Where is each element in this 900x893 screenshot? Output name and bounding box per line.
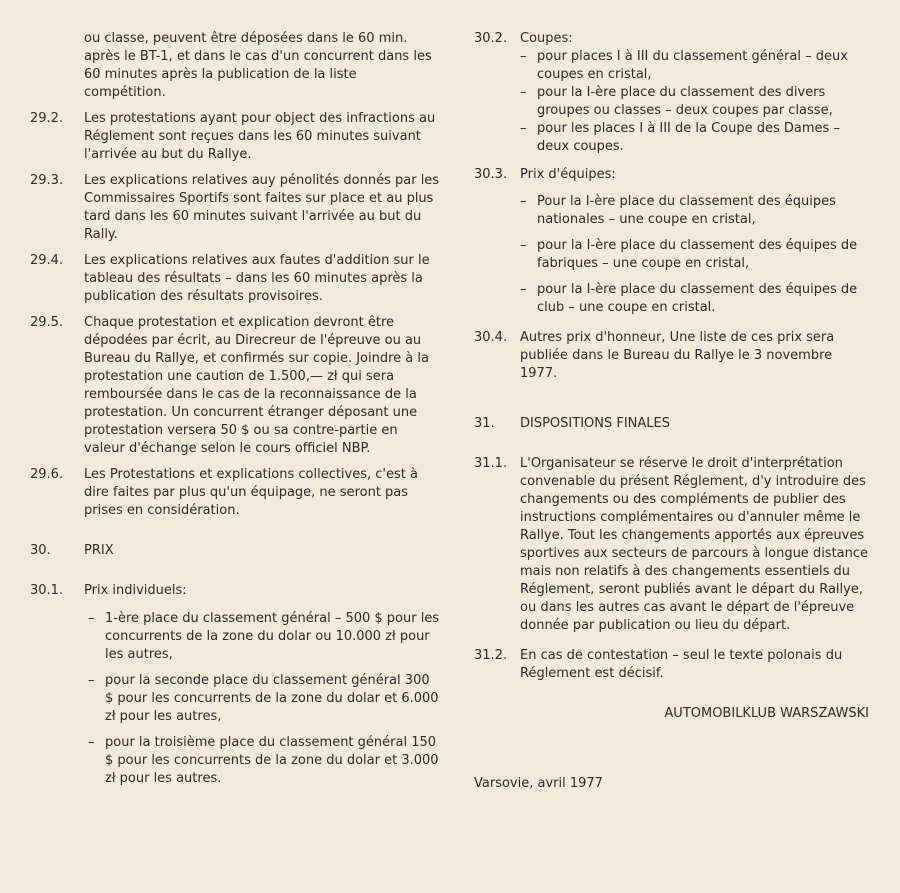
item-number: 29.2. [30, 111, 64, 126]
dash-marker: – [88, 673, 95, 688]
list-item [520, 237, 869, 273]
item-body [520, 30, 869, 156]
list-item-text: Pour la I-ère place du classement des équipes nationales – une coupe en cristal, [537, 194, 836, 227]
item-29-4 [30, 252, 440, 306]
item-number: 30.1. [30, 583, 64, 598]
item-number: 29.4. [30, 253, 64, 268]
list-item [88, 734, 440, 788]
section-number: 30. [30, 543, 51, 558]
left-column [30, 30, 440, 788]
list-item-text: pour la troisième place du classement général 150 $ pour les concurrents de la zone du dolar et 3.000 zł pour les autres. [105, 735, 439, 786]
paragraph-text: L'Organisateur se réserve le droit d'interprétation convenable du présent Réglement, d'y introduire des changements ou des compléments de publier des instructions complémentaires ou d'annuler même le Rallye. Tout les changements apportés aux épreuves sportives aux secteurs de parcours à longue distance mais non relatifs à des changements essentiels du Réglement, seront publiés avant le départ du Rallye, ou dans les autres cas avant le départ de l'épreuve donnée par publication ou lieu du départ. [520, 456, 869, 633]
item-29-3 [30, 172, 440, 244]
dash-marker: – [520, 282, 527, 297]
date-line: Varsovie, avril 1977 [474, 776, 603, 791]
paragraph-text: Les protestations ayant pour object des infractions au Réglement sont reçues dans les 60 minutes suivant l'arrivée au but du Rallye. [84, 111, 436, 162]
list-item-text: 1-ère place du classement général – 500 $ pour les concurrents de la zone du dolar ou 10.000 zł pour les autres, [105, 611, 440, 662]
list-item-text: pour la I-ère place du classement des divers groupes ou classes – deux coupes par classe, [537, 85, 833, 118]
list-item [520, 48, 869, 84]
item-29-2 [30, 110, 440, 164]
list-item [88, 672, 440, 726]
dash-marker: – [520, 85, 527, 100]
dash-marker: – [520, 194, 527, 209]
paragraph-text: Autres prix d'honneur, Une liste de ces prix sera publiée dans le Bureau du Rallye le 3 novembre 1977. [520, 330, 835, 381]
section-number: 31. [474, 416, 495, 431]
item-30-3 [474, 166, 869, 317]
dash-marker: – [88, 611, 95, 626]
item-31-1 [474, 455, 869, 635]
list-item [88, 610, 440, 664]
paragraph-text: Prix individuels: [84, 583, 187, 598]
item-30-2 [474, 30, 869, 156]
list-item-text: pour la seconde place du classement général 300 $ pour les concurrents de la zone du dolar et 6.000 zł pour les autres, [105, 673, 439, 724]
section-30-heading [30, 542, 440, 560]
signature-line: AUTOMOBILKLUB WARSZAWSKI [664, 706, 869, 721]
item-29-5 [30, 314, 440, 458]
list-item [520, 281, 869, 317]
dash-marker: – [520, 121, 527, 136]
list-item [520, 193, 869, 229]
item-number: 31.2. [474, 648, 508, 663]
paragraph-text: Les explications relatives auy pénolités donnés par les Commissaires Sportifs sont faites sur place et au plus tard dans les 60 minutes suivant l'arrivée au but du Rally. [84, 173, 440, 242]
paragraph-text: Les Protestations et explications collectives, c'est à dire faites par plus qu'un équipage, ne seront pas prises en considération. [84, 467, 418, 518]
item-number: 30.4. [474, 330, 508, 345]
list-item-text: pour places I à III du classement général – deux coupes en cristal, [537, 49, 848, 82]
item-29-6 [30, 466, 440, 520]
list-item-text: pour la I-ère place du classement des équipes de fabriques – une coupe en cristal, [537, 238, 858, 271]
item-31-2 [474, 647, 869, 683]
paragraph-text: Prix d'équipes: [520, 167, 616, 182]
right-column [474, 30, 869, 793]
paragraph-text: ou classe, peuvent être déposées dans le 60 min. après le BT-1, et dans le cas d'un concurrent dans les 60 minutes après la publication de la liste compétition. [84, 31, 432, 100]
paragraph-text: Coupes: [520, 31, 573, 46]
item-number: 31.1. [474, 456, 508, 471]
dash-marker: – [520, 238, 527, 253]
item-body [520, 166, 869, 317]
section-title: DISPOSITIONS FINALES [520, 416, 671, 431]
paragraph-text: Les explications relatives aux fautes d'addition sur le tableau des résultats – dans les 60 minutes après la publication des résultats provisoires. [84, 253, 430, 304]
section-31-heading [474, 415, 869, 433]
item-number: 29.6. [30, 467, 64, 482]
item-30-4 [474, 329, 869, 383]
list-item-text: pour la I-ère place du classement des équipes de club – une coupe en cristal. [537, 282, 858, 315]
list-item [520, 84, 869, 120]
paragraph-text: En cas de contestation – seul le texte polonais du Réglement est décisif. [520, 648, 843, 681]
item-30-1 [30, 582, 440, 600]
item-number: 30.2. [474, 31, 508, 46]
paragraph-text: Chaque protestation et explication devront être dépodées par écrit, au Direcreur de l'épreuve ou au Bureau du Rallye, et confirmés sur copie. Joindre à la protestation une caution de 1.500,— zł qui sera remboursée dans le cas de la reconnaissance de la protestation. Un concurrent étranger déposant une protestation versera 50 $ ou sa contre-partie en valeur d'échange selon le cours officiel NBP. [84, 315, 429, 456]
dash-marker: – [520, 49, 527, 64]
item-number: 29.3. [30, 173, 64, 188]
list-item-text: pour les places I à III de la Coupe des Dames – deux coupes. [537, 121, 840, 154]
item-number: 29.5. [30, 315, 64, 330]
prize-list [88, 610, 440, 788]
item-number: 30.3. [474, 167, 508, 182]
item-29-1-continuation [30, 30, 440, 102]
dash-marker: – [88, 735, 95, 750]
list-item [520, 120, 869, 156]
section-title: PRIX [84, 543, 114, 558]
